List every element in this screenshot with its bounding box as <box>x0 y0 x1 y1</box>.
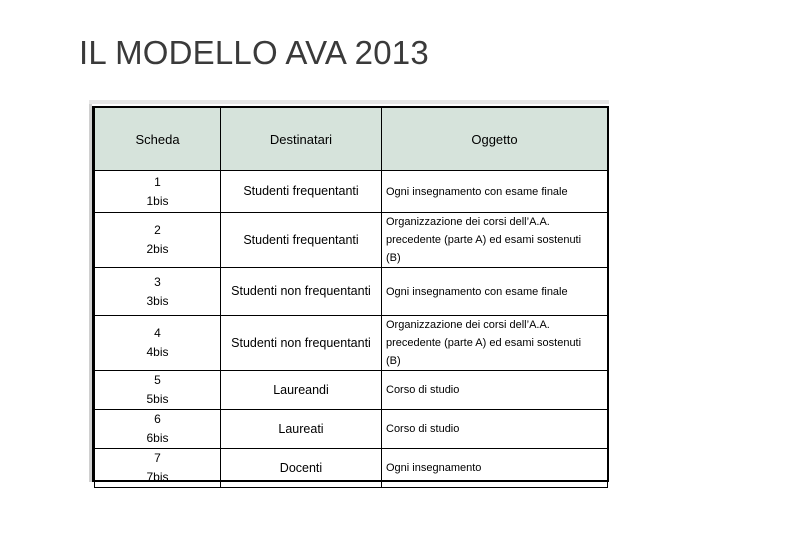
destinatari-cell: Studenti non frequentanti <box>221 268 382 316</box>
oggetto-cell: Corso di studio <box>382 371 608 410</box>
scheda-cell: 7 7bis <box>95 449 221 488</box>
ava-table <box>94 107 608 488</box>
scheda-cell: 2 2bis <box>95 213 221 268</box>
table-row <box>95 449 608 488</box>
scheda-cell: 5 5bis <box>95 371 221 410</box>
oggetto-cell: Ogni insegnamento con esame finale <box>382 268 608 316</box>
scheda-cell: 1 1bis <box>95 171 221 213</box>
table-row <box>95 316 608 371</box>
oggetto-cell: Corso di studio <box>382 410 608 449</box>
table-row <box>95 171 608 213</box>
destinatari-cell: Laureandi <box>221 371 382 410</box>
oggetto-cell: Ogni insegnamento con esame finale <box>382 171 608 213</box>
oggetto-cell: Ogni insegnamento <box>382 449 608 488</box>
destinatari-cell: Studenti frequentanti <box>221 213 382 268</box>
table-row <box>95 268 608 316</box>
oggetto-cell: Organizzazione dei corsi dell’A.A. precedente (parte A) ed esami sostenuti (B) <box>382 316 608 371</box>
header-scheda: Scheda <box>95 108 221 171</box>
table-header-row <box>95 108 608 171</box>
destinatari-cell: Docenti <box>221 449 382 488</box>
table-row <box>95 213 608 268</box>
scheda-cell: 3 3bis <box>95 268 221 316</box>
table-row <box>95 371 608 410</box>
destinatari-cell: Studenti non frequentanti <box>221 316 382 371</box>
oggetto-cell: Organizzazione dei corsi dell’A.A. precedente (parte A) ed esami sostenuti (B) <box>382 213 608 268</box>
header-oggetto: Oggetto <box>382 108 608 171</box>
frame-shadow-top <box>89 100 609 104</box>
page-title: IL MODELLO AVA 2013 <box>79 34 429 71</box>
destinatari-cell: Studenti frequentanti <box>221 171 382 213</box>
scheda-cell: 4 4bis <box>95 316 221 371</box>
destinatari-cell: Laureati <box>221 410 382 449</box>
scheda-cell: 6 6bis <box>95 410 221 449</box>
header-destinatari: Destinatari <box>221 108 382 171</box>
table-row <box>95 410 608 449</box>
